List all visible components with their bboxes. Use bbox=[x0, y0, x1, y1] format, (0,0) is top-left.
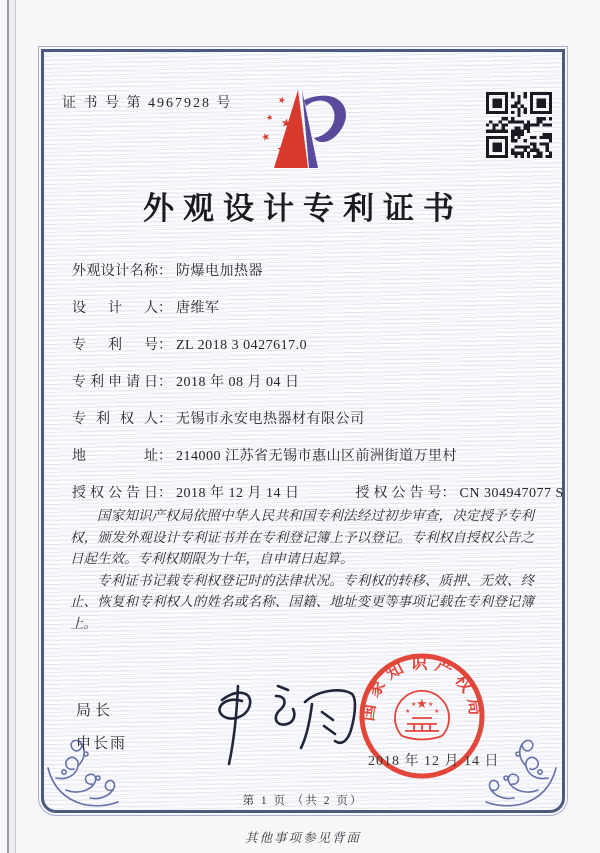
logo-stars bbox=[260, 95, 293, 159]
svg-text:★: ★ bbox=[411, 701, 417, 708]
director-signature bbox=[192, 678, 367, 773]
field-value: 2018 年 12 月 14 日 bbox=[176, 486, 300, 501]
cnipa-logo bbox=[240, 84, 360, 172]
seal-date: 2018 年 12 月 14 日 bbox=[368, 754, 500, 769]
svg-text:★: ★ bbox=[276, 95, 287, 107]
field-label: 授权公告日 bbox=[72, 486, 158, 501]
scanned-page-edge bbox=[7, 0, 16, 853]
field-label: 专利申请日 bbox=[72, 375, 158, 390]
svg-text:★: ★ bbox=[428, 701, 434, 708]
emblem-stars bbox=[405, 697, 439, 715]
legal-paragraph-1: 国家知识产权局依照中华人民共和国专利法经过初步审查，决定授予专利权，颁发外观设计专利证书并在专利登记簿上予以登记。专利权自授权公告之日起生效。专利权期限为十年，自申请日起算。 bbox=[70, 508, 534, 566]
field-label: 授权公告号 bbox=[355, 486, 442, 501]
field-value: CN 304947077 S bbox=[459, 486, 564, 501]
field-value: 214000 江苏省无锡市惠山区前洲街道万里村 bbox=[176, 449, 457, 464]
seal-ring-text: 国家知识产权局 bbox=[358, 653, 486, 723]
svg-text:★: ★ bbox=[405, 708, 411, 715]
field-patentee: 专利权人： 无锡市永安电热器材有限公司 bbox=[72, 408, 552, 427]
field-label: 专利权人 bbox=[72, 412, 158, 427]
director-block bbox=[76, 699, 127, 753]
field-value: 防爆电加热器 bbox=[176, 264, 263, 279]
field-label: 地址 bbox=[72, 449, 158, 464]
field-list bbox=[72, 260, 564, 519]
director-name: 申长雨 bbox=[76, 736, 128, 752]
field-label: 设计人 bbox=[72, 301, 158, 316]
svg-text:★: ★ bbox=[259, 130, 273, 145]
director-title: 局长 bbox=[76, 703, 115, 719]
certificate-number: 证 书 号 第 4967928 号 bbox=[62, 96, 233, 111]
field-value: 无锡市永安电热器材有限公司 bbox=[176, 412, 365, 427]
field-designer: 设计人： 唐维军 bbox=[72, 297, 552, 316]
page-number: 第 1 页 （共 2 页） bbox=[242, 795, 364, 807]
legal-text bbox=[70, 505, 534, 634]
svg-text:★: ★ bbox=[274, 138, 292, 160]
legal-paragraph-2: 专利证书记载专利权登记时的法律状况。专利权的转移、质押、无效、终止、恢复和专利权人的姓名或名称、国籍、地址变更等事项记载在专利登记簿上。 bbox=[70, 572, 534, 631]
field-value: ZL 2018 3 0427617.0 bbox=[176, 338, 308, 353]
field-design-name: 外观设计名称： 防爆电加热器 bbox=[72, 260, 552, 279]
field-grant-date-and-number: 授权公告日： 2018 年 12 月 14 日 授权公告号： CN 304947077 S bbox=[72, 482, 552, 501]
field-application-date: 专利申请日： 2018 年 08 月 04 日 bbox=[72, 371, 552, 390]
back-side-note: 其他事项参见背面 bbox=[244, 831, 361, 845]
field-patent-number: 专利号： ZL 2018 3 0427617.0 bbox=[72, 334, 552, 353]
svg-text:★: ★ bbox=[434, 708, 440, 715]
svg-text:★: ★ bbox=[265, 112, 275, 123]
svg-text:★: ★ bbox=[416, 697, 428, 712]
qr-code bbox=[486, 92, 552, 158]
svg-text:★: ★ bbox=[279, 115, 293, 131]
field-address: 地址： 214000 江苏省无锡市惠山区前洲街道万里村 bbox=[72, 445, 552, 464]
field-value: 2018 年 08 月 04 日 bbox=[176, 375, 300, 390]
field-label: 外观设计名称 bbox=[72, 264, 158, 279]
certificate-title: 外观设计专利证书 bbox=[143, 191, 463, 226]
field-value: 唐维军 bbox=[176, 301, 220, 316]
field-label: 专利号 bbox=[72, 338, 158, 353]
